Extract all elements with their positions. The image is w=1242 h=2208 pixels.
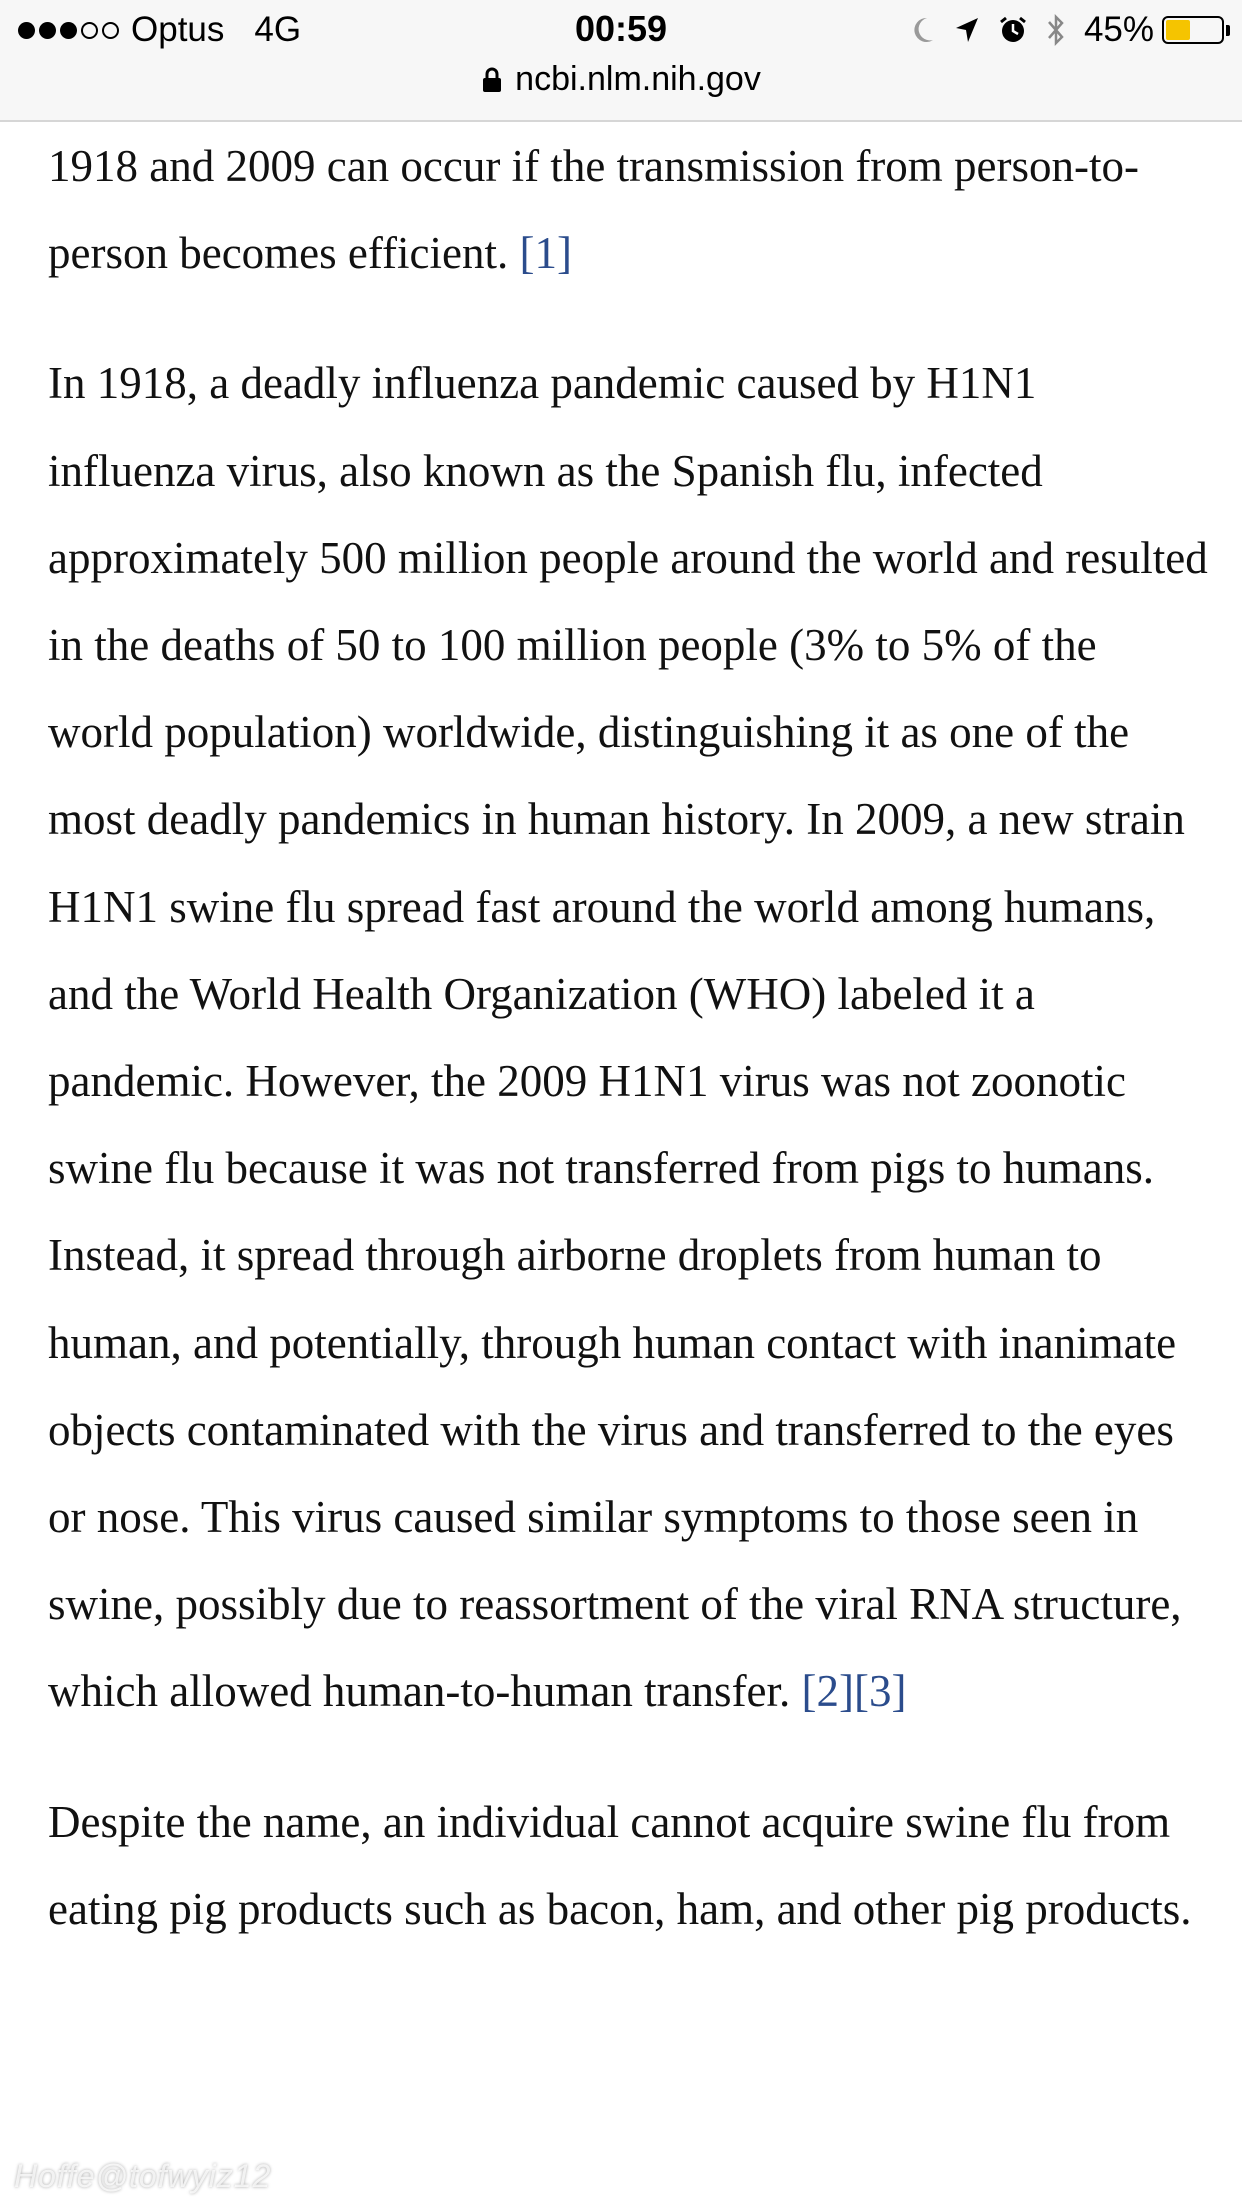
article-body (48, 120, 1208, 1953)
battery-percent: 45% (1083, 10, 1154, 49)
watermark: Hoffe@tofwyiz12 (14, 2158, 272, 2194)
address-bar[interactable] (0, 60, 1242, 99)
battery-level-fill (1166, 20, 1190, 40)
clock: 00:59 (574, 8, 668, 49)
moon-icon (910, 15, 936, 45)
status-right (892, 10, 1224, 50)
citation-link-3[interactable]: [3] (854, 1666, 907, 1717)
carrier-name: Optus (131, 10, 225, 49)
paragraph-1-text: 1918 and 2009 can occur if the transmission from person-to-person becomes efficient. (48, 141, 1139, 279)
location-arrow-icon (954, 16, 980, 44)
paragraph-1 (48, 123, 1208, 297)
paragraph-2-text: In 1918, a deadly influenza pandemic caused by H1N1 influenza virus, also known as the Spanish flu, infected approximately 500 million people around the world and resulted in the deaths of 50 to 100 million people (3% to 5% of the world population) worldwide, distinguishing it as one of the most deadly pandemics in human history. In 2009, a new strain H1N1 swine flu spread fast around the world among humans, and the World Health Organization (WHO) labeled it a pandemic. However, the 2009 H1N1 virus was not zoonotic swine flu because it was not transferred from pigs to humans. Instead, it spread through airborne droplets from human to human, and potentially, through human contact with inanimate objects contaminated with the virus and transferred to the eyes or nose. This virus caused similar symptoms to those seen in swine, possibly due to reassortment of the viral RNA structure, which allowed human-to-human transfer. (48, 358, 1208, 1717)
url-text: ncbi.nlm.nih.gov (515, 60, 761, 98)
battery-icon (1162, 16, 1224, 44)
citation-link-1[interactable]: [1] (519, 228, 572, 279)
alarm-clock-icon (998, 15, 1028, 45)
status-bar (0, 0, 1242, 122)
network-type: 4G (254, 10, 302, 49)
bluetooth-icon (1046, 13, 1066, 47)
paragraph-3-text: Despite the name, an individual cannot acquire swine flu from eating pig products such as bacon, ham, and other pig products. (48, 1796, 1192, 1934)
paragraph-2 (48, 340, 1208, 1735)
paragraph-3 (48, 1779, 1208, 1953)
lock-icon (481, 66, 503, 94)
citation-link-2[interactable]: [2] (801, 1666, 855, 1717)
